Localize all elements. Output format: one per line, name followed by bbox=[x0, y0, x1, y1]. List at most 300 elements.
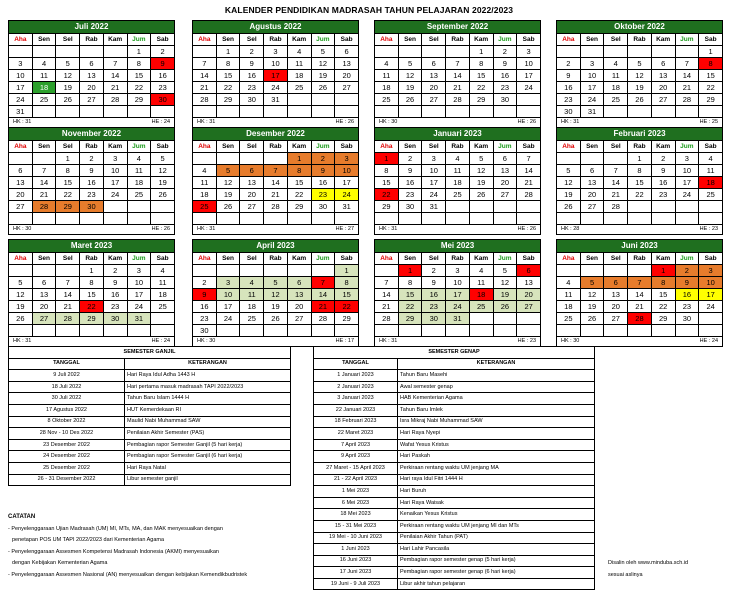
day-cell bbox=[32, 153, 56, 165]
day-cell bbox=[32, 106, 56, 118]
day-cell: 26 bbox=[469, 189, 493, 201]
day-cell: 20 bbox=[580, 189, 604, 201]
day-cell: 9 bbox=[557, 70, 581, 82]
day-cell bbox=[335, 213, 359, 225]
day-cell bbox=[193, 265, 217, 277]
day-cell bbox=[604, 265, 628, 277]
day-cell: 23 bbox=[240, 82, 264, 94]
day-cell bbox=[287, 106, 311, 118]
day-cell bbox=[151, 213, 175, 225]
day-cell: 23 bbox=[557, 94, 581, 106]
day-cell: 3 bbox=[127, 265, 151, 277]
day-name: Rab bbox=[446, 34, 470, 46]
day-cell: 20 bbox=[287, 301, 311, 313]
day-cell bbox=[580, 265, 604, 277]
day-cell bbox=[675, 201, 699, 213]
day-name: Sen bbox=[580, 34, 604, 46]
day-cell: 19 bbox=[493, 289, 517, 301]
event-description: Tahun Baru Masehi bbox=[398, 370, 595, 382]
table-row bbox=[314, 544, 595, 556]
day-name: Sab bbox=[151, 34, 175, 46]
he-count: HE : 24 bbox=[151, 119, 170, 125]
day-name: Aha bbox=[9, 253, 33, 265]
day-name: Rab bbox=[628, 141, 652, 153]
day-cell bbox=[699, 313, 723, 325]
day-cell: 17 bbox=[335, 177, 359, 189]
month-calendar bbox=[8, 127, 175, 235]
day-cell: 3 bbox=[446, 265, 470, 277]
day-cell: 15 bbox=[56, 177, 80, 189]
day-cell bbox=[56, 106, 80, 118]
day-name: Kam bbox=[469, 253, 493, 265]
day-cell bbox=[240, 265, 264, 277]
day-cell: 18 bbox=[469, 289, 493, 301]
he-count: HE : 24 bbox=[699, 338, 718, 344]
footer-note bbox=[608, 557, 688, 581]
event-date: 25 Desember 2022 bbox=[9, 462, 125, 474]
hk-count: HK : 30 bbox=[379, 119, 398, 125]
day-cell: 23 bbox=[675, 301, 699, 313]
page-title: KALENDER PENDIDIKAN MADRASAH TAHUN PELAJARAN 2022/2023 bbox=[224, 5, 514, 15]
day-cell bbox=[151, 313, 175, 325]
day-cell: 3 bbox=[264, 46, 288, 58]
day-cell: 30 bbox=[103, 313, 127, 325]
day-cell: 1 bbox=[56, 153, 80, 165]
day-cell: 27 bbox=[651, 94, 675, 106]
day-name: Sel bbox=[604, 141, 628, 153]
day-cell: 13 bbox=[335, 58, 359, 70]
day-cell: 24 bbox=[517, 82, 541, 94]
day-name: Jum bbox=[127, 34, 151, 46]
month-title: Mei 2023 bbox=[374, 239, 541, 252]
day-cell: 4 bbox=[557, 277, 581, 289]
month-title: November 2022 bbox=[8, 127, 175, 140]
day-name: Kam bbox=[287, 141, 311, 153]
month-calendar bbox=[192, 127, 359, 235]
day-cell bbox=[103, 201, 127, 213]
day-cell: 22 bbox=[469, 82, 493, 94]
event-description: Pembagian rapor Semester Ganjil (6 hari kerja) bbox=[125, 451, 291, 463]
month-calendar bbox=[374, 127, 541, 235]
day-cell: 4 bbox=[699, 153, 723, 165]
day-cell: 14 bbox=[604, 177, 628, 189]
event-date: 27 Maret - 15 April 2023 bbox=[314, 462, 398, 474]
day-cell: 16 bbox=[557, 82, 581, 94]
day-cell: 4 bbox=[446, 153, 470, 165]
day-name: Aha bbox=[193, 141, 217, 153]
day-cell bbox=[398, 106, 422, 118]
day-cell: 22 bbox=[375, 189, 399, 201]
col-keterangan: KETERANGAN bbox=[398, 358, 595, 370]
day-cell: 23 bbox=[193, 313, 217, 325]
day-cell: 28 bbox=[311, 313, 335, 325]
day-cell: 29 bbox=[375, 201, 399, 213]
day-name: Jum bbox=[493, 141, 517, 153]
day-cell bbox=[604, 213, 628, 225]
day-cell bbox=[9, 213, 33, 225]
table-row bbox=[314, 428, 595, 440]
day-cell: 10 bbox=[446, 277, 470, 289]
day-cell: 6 bbox=[32, 277, 56, 289]
day-cell: 24 bbox=[422, 189, 446, 201]
day-cell bbox=[675, 213, 699, 225]
day-cell: 5 bbox=[580, 277, 604, 289]
day-cell bbox=[151, 325, 175, 337]
day-cell: 2 bbox=[80, 153, 104, 165]
day-name: Rab bbox=[628, 253, 652, 265]
event-description: Hari Buruh bbox=[398, 486, 595, 498]
event-description: Pembagian rapor Semester Ganjil (5 hari kerja) bbox=[125, 439, 291, 451]
day-cell: 17 bbox=[699, 289, 723, 301]
day-cell: 26 bbox=[311, 82, 335, 94]
day-cell: 25 bbox=[375, 94, 399, 106]
day-cell: 16 bbox=[398, 177, 422, 189]
day-cell bbox=[127, 213, 151, 225]
day-name: Sen bbox=[398, 253, 422, 265]
day-cell: 29 bbox=[127, 94, 151, 106]
event-date: 18 Februari 2023 bbox=[314, 416, 398, 428]
day-cell: 6 bbox=[580, 165, 604, 177]
month-grid bbox=[556, 33, 723, 118]
day-cell: 28 bbox=[32, 201, 56, 213]
day-cell bbox=[446, 106, 470, 118]
day-cell: 29 bbox=[287, 201, 311, 213]
day-cell bbox=[580, 213, 604, 225]
event-date: 30 Juli 2022 bbox=[9, 393, 125, 405]
day-cell bbox=[264, 265, 288, 277]
day-cell: 25 bbox=[287, 82, 311, 94]
day-cell: 16 bbox=[151, 70, 175, 82]
table-row bbox=[314, 567, 595, 579]
day-cell: 13 bbox=[493, 165, 517, 177]
day-cell: 29 bbox=[216, 94, 240, 106]
event-date: 21 - 22 April 2023 bbox=[314, 474, 398, 486]
day-cell bbox=[375, 265, 399, 277]
day-cell: 20 bbox=[240, 189, 264, 201]
day-cell: 8 bbox=[375, 165, 399, 177]
day-cell bbox=[287, 265, 311, 277]
day-cell: 12 bbox=[9, 289, 33, 301]
day-cell: 22 bbox=[56, 189, 80, 201]
day-cell bbox=[628, 265, 652, 277]
day-cell: 14 bbox=[675, 70, 699, 82]
day-cell: 1 bbox=[398, 265, 422, 277]
day-cell: 4 bbox=[151, 265, 175, 277]
day-cell: 1 bbox=[375, 153, 399, 165]
day-cell: 24 bbox=[103, 189, 127, 201]
day-cell: 18 bbox=[557, 301, 581, 313]
day-cell: 25 bbox=[193, 201, 217, 213]
day-cell: 22 bbox=[127, 82, 151, 94]
day-cell: 6 bbox=[604, 277, 628, 289]
day-cell bbox=[651, 325, 675, 337]
month-grid bbox=[556, 140, 723, 225]
day-cell: 28 bbox=[264, 201, 288, 213]
day-cell bbox=[651, 106, 675, 118]
month-summary bbox=[556, 225, 723, 235]
day-cell: 16 bbox=[651, 177, 675, 189]
event-description: Hari Raya Waisak bbox=[398, 497, 595, 509]
day-cell: 19 bbox=[469, 177, 493, 189]
day-cell: 6 bbox=[422, 58, 446, 70]
day-cell bbox=[240, 153, 264, 165]
day-cell: 24 bbox=[446, 301, 470, 313]
day-cell bbox=[469, 313, 493, 325]
table-row bbox=[314, 474, 595, 486]
day-name: Jum bbox=[493, 34, 517, 46]
day-cell: 27 bbox=[604, 313, 628, 325]
table-row bbox=[314, 416, 595, 428]
he-count: HE : 23 bbox=[517, 338, 536, 344]
day-cell: 26 bbox=[580, 313, 604, 325]
hk-count: HK : 31 bbox=[13, 119, 32, 125]
hk-count: HK : 31 bbox=[379, 338, 398, 344]
day-cell: 9 bbox=[103, 277, 127, 289]
day-cell: 7 bbox=[517, 153, 541, 165]
day-name: Sel bbox=[604, 253, 628, 265]
day-name: Jum bbox=[675, 141, 699, 153]
day-cell: 21 bbox=[675, 82, 699, 94]
day-cell: 16 bbox=[80, 177, 104, 189]
day-cell: 1 bbox=[699, 46, 723, 58]
day-cell bbox=[493, 325, 517, 337]
day-cell bbox=[517, 325, 541, 337]
hk-count: HK : 30 bbox=[13, 226, 32, 232]
month-grid bbox=[374, 33, 541, 118]
day-name: Sen bbox=[216, 253, 240, 265]
day-name: Rab bbox=[628, 34, 652, 46]
day-cell bbox=[103, 46, 127, 58]
day-cell: 10 bbox=[675, 165, 699, 177]
day-name: Sab bbox=[335, 141, 359, 153]
day-cell bbox=[675, 325, 699, 337]
day-cell bbox=[375, 213, 399, 225]
day-cell bbox=[557, 46, 581, 58]
event-description: Perkiraan rentang waktu UM jenjang MA bbox=[398, 462, 595, 474]
day-cell: 14 bbox=[264, 177, 288, 189]
catatan-line: dengan Kebijakan Kementerian Agama bbox=[12, 560, 108, 566]
hk-count: HK : 28 bbox=[561, 226, 580, 232]
day-cell: 20 bbox=[651, 82, 675, 94]
day-cell bbox=[240, 325, 264, 337]
day-cell bbox=[651, 46, 675, 58]
day-cell: 11 bbox=[469, 277, 493, 289]
day-cell: 7 bbox=[193, 58, 217, 70]
day-cell: 26 bbox=[493, 301, 517, 313]
day-cell bbox=[557, 213, 581, 225]
day-cell: 1 bbox=[628, 153, 652, 165]
day-cell: 13 bbox=[580, 177, 604, 189]
day-cell: 21 bbox=[56, 301, 80, 313]
day-cell: 13 bbox=[240, 177, 264, 189]
event-date: 9 Juli 2022 bbox=[9, 370, 125, 382]
he-count: HE : 23 bbox=[699, 226, 718, 232]
day-cell bbox=[469, 325, 493, 337]
month-grid bbox=[8, 252, 175, 337]
day-name: Sen bbox=[398, 34, 422, 46]
day-cell: 29 bbox=[80, 313, 104, 325]
day-cell bbox=[651, 201, 675, 213]
day-cell bbox=[127, 106, 151, 118]
day-cell: 23 bbox=[651, 189, 675, 201]
event-description: Pembagian rapor semester genap (6 hari kerja) bbox=[398, 567, 595, 579]
day-name: Aha bbox=[193, 34, 217, 46]
table-row bbox=[314, 404, 595, 416]
day-cell: 6 bbox=[493, 153, 517, 165]
catatan-line: - Penyelenggaraan Ujian Madrasah (UM) MI, MTs, MA, dan MAK menyesuaikan dengan bbox=[8, 525, 223, 532]
table-row bbox=[314, 486, 595, 498]
day-cell: 16 bbox=[493, 70, 517, 82]
day-cell: 12 bbox=[469, 165, 493, 177]
day-cell: 21 bbox=[193, 82, 217, 94]
day-cell: 10 bbox=[216, 289, 240, 301]
day-cell: 22 bbox=[651, 301, 675, 313]
day-cell: 22 bbox=[628, 189, 652, 201]
day-cell: 31 bbox=[335, 201, 359, 213]
day-cell: 5 bbox=[398, 58, 422, 70]
day-cell: 11 bbox=[240, 289, 264, 301]
day-cell bbox=[604, 46, 628, 58]
event-date: 22 Maret 2023 bbox=[314, 428, 398, 440]
day-cell bbox=[216, 265, 240, 277]
day-cell bbox=[446, 46, 470, 58]
day-cell: 12 bbox=[557, 177, 581, 189]
month-grid bbox=[192, 252, 359, 337]
event-description: Tahun Baru Islam 1444 H bbox=[125, 393, 291, 405]
day-name: Kam bbox=[651, 34, 675, 46]
day-cell: 24 bbox=[127, 301, 151, 313]
day-name: Jum bbox=[311, 141, 335, 153]
day-cell: 9 bbox=[151, 58, 175, 70]
day-cell: 29 bbox=[335, 313, 359, 325]
day-cell: 10 bbox=[103, 165, 127, 177]
event-date: 2 Januari 2023 bbox=[314, 381, 398, 393]
event-description: Kenaikan Yesus Kristus bbox=[398, 509, 595, 521]
day-cell: 2 bbox=[398, 153, 422, 165]
day-cell: 11 bbox=[32, 70, 56, 82]
day-cell bbox=[628, 325, 652, 337]
day-cell: 21 bbox=[628, 301, 652, 313]
day-cell: 27 bbox=[493, 189, 517, 201]
day-name: Kam bbox=[469, 141, 493, 153]
day-cell: 14 bbox=[311, 289, 335, 301]
month-calendar bbox=[192, 239, 359, 347]
day-cell: 5 bbox=[557, 165, 581, 177]
day-name: Aha bbox=[375, 253, 399, 265]
day-cell bbox=[604, 153, 628, 165]
day-cell bbox=[493, 106, 517, 118]
day-cell: 10 bbox=[580, 70, 604, 82]
day-cell: 12 bbox=[311, 58, 335, 70]
day-cell: 27 bbox=[9, 201, 33, 213]
day-cell: 8 bbox=[287, 165, 311, 177]
table-row bbox=[314, 497, 595, 509]
day-cell: 5 bbox=[264, 277, 288, 289]
day-cell: 20 bbox=[517, 289, 541, 301]
he-count: HE : 24 bbox=[151, 338, 170, 344]
day-cell: 27 bbox=[240, 201, 264, 213]
day-cell bbox=[375, 325, 399, 337]
he-count: HE : 26 bbox=[151, 226, 170, 232]
day-cell: 5 bbox=[56, 58, 80, 70]
day-cell: 23 bbox=[311, 189, 335, 201]
day-name: Sen bbox=[32, 141, 56, 153]
day-cell: 29 bbox=[56, 201, 80, 213]
table-row bbox=[314, 439, 595, 451]
event-date: 28 Nov - 10 Des 2022 bbox=[9, 428, 125, 440]
day-cell: 16 bbox=[240, 70, 264, 82]
event-date: 9 April 2023 bbox=[314, 451, 398, 463]
he-count: HE : 27 bbox=[335, 226, 354, 232]
day-cell bbox=[335, 94, 359, 106]
table-row bbox=[9, 416, 291, 428]
day-cell bbox=[56, 46, 80, 58]
day-cell: 20 bbox=[493, 177, 517, 189]
event-description: Awal semester genap bbox=[398, 381, 595, 393]
day-cell: 15 bbox=[469, 70, 493, 82]
day-cell: 30 bbox=[80, 201, 104, 213]
day-cell: 15 bbox=[699, 70, 723, 82]
event-description: Penilaian Akhir Tahun (PAT) bbox=[398, 532, 595, 544]
day-cell: 11 bbox=[446, 165, 470, 177]
day-cell: 12 bbox=[56, 70, 80, 82]
day-cell: 17 bbox=[127, 289, 151, 301]
event-date: 18 Juli 2022 bbox=[9, 381, 125, 393]
day-name: Aha bbox=[193, 253, 217, 265]
day-cell: 7 bbox=[675, 58, 699, 70]
he-count: HE : 25 bbox=[699, 119, 718, 125]
day-cell: 6 bbox=[287, 277, 311, 289]
day-cell: 16 bbox=[103, 289, 127, 301]
day-name: Sab bbox=[335, 34, 359, 46]
month-calendar bbox=[556, 20, 723, 128]
month-calendar bbox=[374, 20, 541, 128]
day-cell: 3 bbox=[216, 277, 240, 289]
day-cell: 1 bbox=[216, 46, 240, 58]
day-name: Kam bbox=[103, 253, 127, 265]
day-cell: 5 bbox=[469, 153, 493, 165]
day-name: Aha bbox=[9, 141, 33, 153]
day-cell bbox=[557, 153, 581, 165]
month-grid bbox=[374, 252, 541, 337]
day-cell: 10 bbox=[9, 70, 33, 82]
day-cell: 15 bbox=[398, 289, 422, 301]
day-cell: 24 bbox=[675, 189, 699, 201]
day-cell: 5 bbox=[628, 58, 652, 70]
table-row bbox=[9, 428, 291, 440]
month-title: Maret 2023 bbox=[8, 239, 175, 252]
month-calendar bbox=[374, 239, 541, 347]
day-cell: 11 bbox=[193, 177, 217, 189]
day-name: Sab bbox=[517, 253, 541, 265]
hk-count: HK : 31 bbox=[561, 119, 580, 125]
day-cell bbox=[517, 213, 541, 225]
day-cell: 29 bbox=[398, 313, 422, 325]
day-cell bbox=[517, 313, 541, 325]
footer-remark: sesuai aslinya bbox=[608, 572, 643, 578]
day-cell: 12 bbox=[493, 277, 517, 289]
day-cell bbox=[422, 46, 446, 58]
day-cell bbox=[699, 201, 723, 213]
day-cell bbox=[32, 265, 56, 277]
day-cell bbox=[9, 265, 33, 277]
day-cell bbox=[375, 46, 399, 58]
day-name: Jum bbox=[311, 253, 335, 265]
day-name: Rab bbox=[80, 253, 104, 265]
event-description: Isra Mikraj Nabi Muhammad SAW bbox=[398, 416, 595, 428]
day-cell: 30 bbox=[193, 325, 217, 337]
day-name: Sel bbox=[56, 253, 80, 265]
